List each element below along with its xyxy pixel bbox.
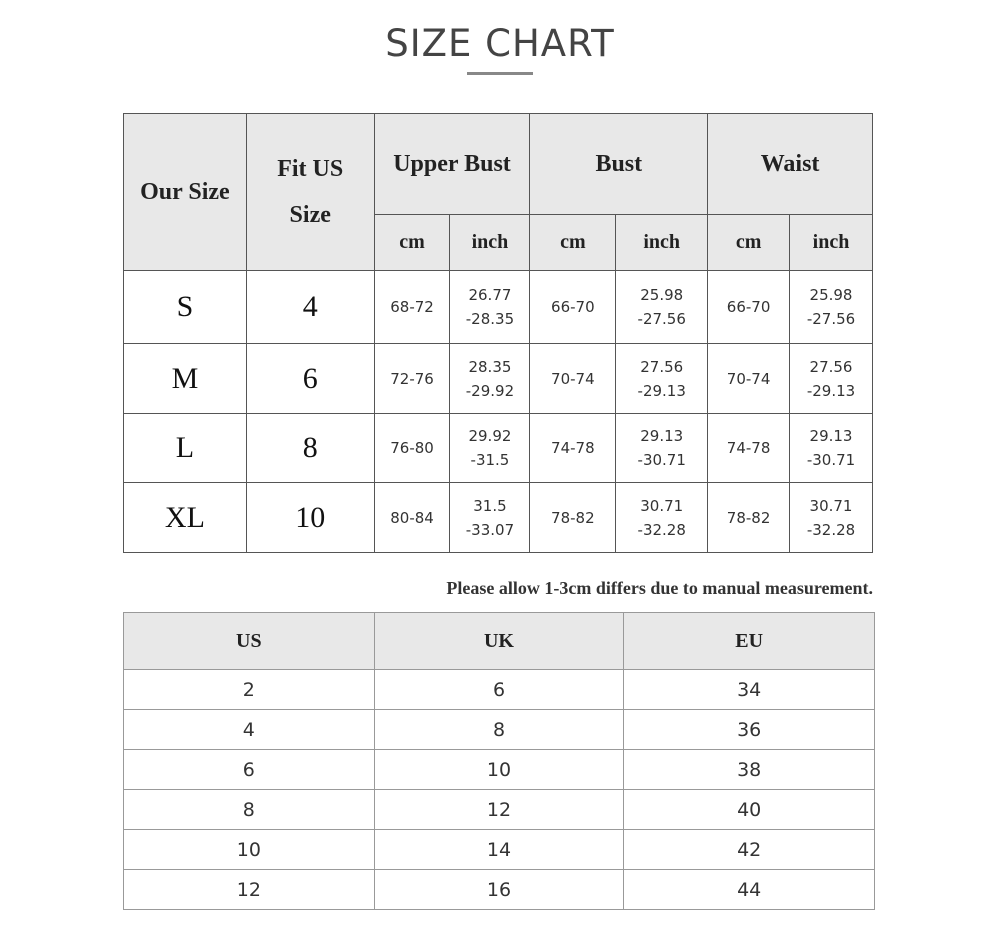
upper-bust-cm-cell: 72-76 bbox=[374, 344, 450, 414]
table-row bbox=[124, 710, 875, 750]
bust-inch-cell bbox=[616, 271, 708, 344]
waist-cm-cell: 66-70 bbox=[708, 271, 790, 344]
waist-inch-cell bbox=[790, 414, 873, 483]
uk-cell: 16 bbox=[374, 870, 624, 910]
title-underline bbox=[467, 72, 533, 75]
size-cell: L bbox=[124, 414, 247, 483]
range-end: -30.71 bbox=[806, 451, 856, 469]
range-end: -27.56 bbox=[806, 310, 856, 328]
table-row bbox=[124, 830, 875, 870]
header-fit-us-line1: Fit US bbox=[277, 156, 344, 182]
header-waist-cm: cm bbox=[708, 215, 790, 271]
eu-cell: 38 bbox=[624, 750, 875, 790]
measurement-note: Please allow 1-3cm differs due to manual measurement. bbox=[446, 578, 873, 598]
header-eu: EU bbox=[624, 613, 875, 670]
bust-cm-cell: 78-82 bbox=[530, 483, 616, 553]
upper-bust-inch-cell bbox=[450, 483, 530, 553]
eu-cell: 36 bbox=[624, 710, 875, 750]
range-start: 29.13 bbox=[809, 427, 853, 445]
header-bust-inch: inch bbox=[616, 215, 708, 271]
us-cell: 8 bbox=[124, 790, 375, 830]
waist-cm-cell: 74-78 bbox=[708, 414, 790, 483]
header-our-size: Our Size bbox=[124, 114, 247, 271]
size-cell: S bbox=[124, 271, 247, 344]
waist-inch-cell bbox=[790, 344, 873, 414]
uk-cell: 14 bbox=[374, 830, 624, 870]
table-row bbox=[124, 750, 875, 790]
header-uk: UK bbox=[374, 613, 624, 670]
upper-bust-cm-cell: 68-72 bbox=[374, 271, 450, 344]
range-start: 25.98 bbox=[809, 286, 853, 304]
range-end: -28.35 bbox=[465, 310, 515, 328]
header-bust-cm: cm bbox=[530, 215, 616, 271]
range-start: 27.56 bbox=[640, 357, 684, 376]
range-end: -29.13 bbox=[637, 381, 686, 400]
header-upper-bust: Upper Bust bbox=[374, 114, 530, 215]
upper-bust-cm-cell: 76-80 bbox=[374, 414, 450, 483]
table-row bbox=[124, 670, 875, 710]
uk-cell: 6 bbox=[374, 670, 624, 710]
us-cell: 2 bbox=[124, 670, 375, 710]
page-title: SIZE CHART bbox=[385, 22, 615, 65]
range-end: -33.07 bbox=[465, 520, 515, 539]
table-row bbox=[124, 414, 873, 483]
header-waist-inch: inch bbox=[790, 215, 873, 271]
range-start: 31.5 bbox=[473, 496, 507, 515]
eu-cell: 40 bbox=[624, 790, 875, 830]
header-fit-us-line2: Size bbox=[289, 202, 331, 228]
table-row bbox=[124, 790, 875, 830]
range-end: -27.56 bbox=[637, 310, 686, 328]
range-start: 25.98 bbox=[640, 286, 684, 304]
table-row bbox=[124, 870, 875, 910]
size-cell: XL bbox=[124, 483, 247, 553]
table-row bbox=[124, 344, 873, 414]
range-start: 27.56 bbox=[809, 357, 853, 376]
range-start: 29.13 bbox=[640, 427, 684, 445]
range-start: 28.35 bbox=[468, 357, 512, 376]
us-size-cell: 6 bbox=[246, 344, 374, 414]
size-cell: M bbox=[124, 344, 247, 414]
bust-cm-cell: 74-78 bbox=[530, 414, 616, 483]
header-fit-us-size bbox=[246, 114, 374, 271]
eu-cell: 34 bbox=[624, 670, 875, 710]
uk-cell: 10 bbox=[374, 750, 624, 790]
us-size-cell: 8 bbox=[246, 414, 374, 483]
header-us: US bbox=[124, 613, 375, 670]
waist-inch-cell bbox=[790, 271, 873, 344]
header-upper-bust-inch: inch bbox=[450, 215, 530, 271]
upper-bust-inch-cell bbox=[450, 344, 530, 414]
size-conversion-table bbox=[123, 612, 875, 910]
us-cell: 12 bbox=[124, 870, 375, 910]
eu-cell: 42 bbox=[624, 830, 875, 870]
uk-cell: 12 bbox=[374, 790, 624, 830]
us-cell: 10 bbox=[124, 830, 375, 870]
us-size-cell: 10 bbox=[246, 483, 374, 553]
range-end: -29.92 bbox=[465, 381, 515, 400]
eu-cell: 44 bbox=[624, 870, 875, 910]
range-start: 30.71 bbox=[640, 496, 684, 515]
waist-cm-cell: 78-82 bbox=[708, 483, 790, 553]
upper-bust-cm-cell: 80-84 bbox=[374, 483, 450, 553]
bust-inch-cell bbox=[616, 483, 708, 553]
bust-cm-cell: 70-74 bbox=[530, 344, 616, 414]
range-end: -31.5 bbox=[470, 451, 510, 469]
waist-inch-cell bbox=[790, 483, 873, 553]
table-row bbox=[124, 483, 873, 553]
range-end: -32.28 bbox=[806, 520, 856, 539]
range-end: -29.13 bbox=[806, 381, 856, 400]
bust-inch-cell bbox=[616, 414, 708, 483]
waist-cm-cell: 70-74 bbox=[708, 344, 790, 414]
uk-cell: 8 bbox=[374, 710, 624, 750]
range-end: -30.71 bbox=[637, 451, 686, 469]
upper-bust-inch-cell bbox=[450, 414, 530, 483]
us-cell: 6 bbox=[124, 750, 375, 790]
header-upper-bust-cm: cm bbox=[374, 215, 450, 271]
header-bust: Bust bbox=[530, 114, 708, 215]
range-end: -32.28 bbox=[637, 520, 686, 539]
us-size-cell: 4 bbox=[246, 271, 374, 344]
upper-bust-inch-cell bbox=[450, 271, 530, 344]
us-cell: 4 bbox=[124, 710, 375, 750]
range-start: 26.77 bbox=[468, 286, 512, 304]
range-start: 29.92 bbox=[468, 427, 512, 445]
bust-inch-cell bbox=[616, 344, 708, 414]
header-waist: Waist bbox=[708, 114, 873, 215]
range-start: 30.71 bbox=[809, 496, 853, 515]
bust-cm-cell: 66-70 bbox=[530, 271, 616, 344]
table-row bbox=[124, 271, 873, 344]
size-chart-table bbox=[123, 113, 873, 553]
